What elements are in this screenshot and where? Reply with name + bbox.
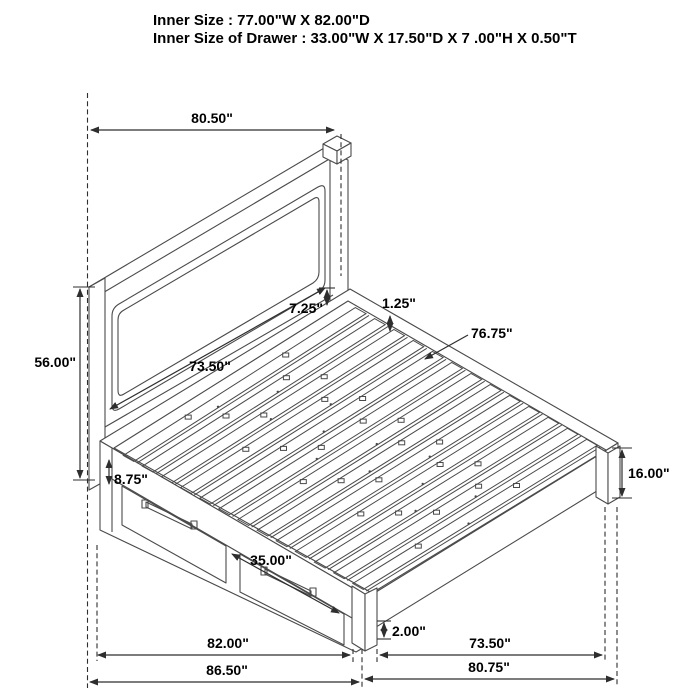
dim-label-overall-length: 86.50" [206, 662, 248, 678]
dim-label-headboard-height: 56.00" [34, 354, 76, 370]
dim-label-overall-width: 80.75" [468, 659, 510, 675]
dim-label-slat-length: 76.75" [471, 325, 513, 341]
slat-screw-dot [475, 495, 477, 497]
dim-label-panel-width: 73.50" [189, 358, 231, 374]
slat-screw-dot [277, 391, 279, 393]
dim-label-side-rail-top: 8.75" [114, 471, 148, 487]
front-leg-right-face [365, 588, 377, 651]
slat-screw-dot [422, 483, 424, 485]
slat-screw-dot [429, 456, 431, 458]
bed-platform [100, 289, 620, 652]
dim-label-headboard-width: 80.50" [191, 110, 233, 126]
dim-label-panel-bottom-offset: 7.25" [289, 300, 323, 316]
front-leg-left-face [352, 586, 365, 651]
slat-screw-dot [414, 510, 416, 512]
slat-screw-dot [270, 418, 272, 420]
dim-label-bottom-clearance: 2.00" [392, 623, 426, 639]
inner-size-text: Inner Size : 77.00"W X 82.00"D [153, 12, 370, 29]
slat-screw-dot [467, 522, 469, 524]
slat-screw-dot [330, 403, 332, 405]
dim-label-drawer-width: 35.00" [250, 552, 292, 568]
slat-screw-dot [369, 470, 371, 472]
right-leg-left-face [596, 446, 608, 504]
dim-label-slat-thickness: 1.25" [382, 295, 416, 311]
inner-drawer-size-text: Inner Size of Drawer : 33.00"W X 17.50"D X 7 .00"H X 0.50"T [153, 30, 577, 47]
right-leg-right-face [608, 446, 620, 504]
dim-label-leg-height: 16.00" [628, 465, 670, 481]
dim-label-footboard-inner: 73.50" [469, 635, 511, 651]
slat-screw-dot [376, 443, 378, 445]
headboard-top-face [89, 141, 348, 294]
slat-screw-dot [316, 458, 318, 460]
slat-screw-dot [217, 406, 219, 408]
slat-screw-dot [323, 430, 325, 432]
dim-label-drawer-rail-length: 82.00" [207, 635, 249, 651]
